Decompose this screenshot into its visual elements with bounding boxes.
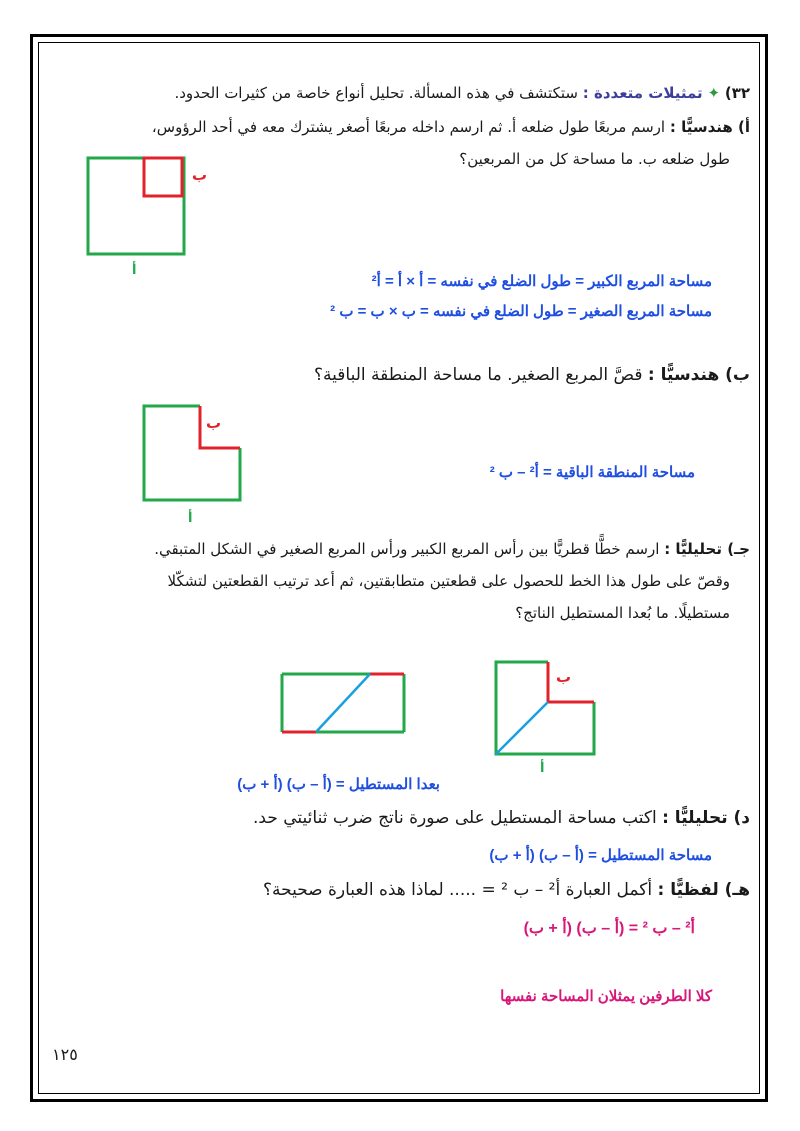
fig-a-big-square <box>88 158 184 254</box>
part-a-text2: طول ضلعه ب. ما مساحة كل من المربعين؟ <box>459 150 730 168</box>
fig-b-green-outline <box>144 406 240 500</box>
fig-a-label-a: أ <box>132 263 137 278</box>
part-e-answer1: أ² – ب ² = (أ – ب) (أ + ب) <box>523 920 695 937</box>
part-e-label: هـ) لفظيًّا : <box>657 880 750 900</box>
part-a-label: أ) هندسيًّا : <box>669 118 750 136</box>
problem-tag: تمثيلات متعددة : <box>582 84 703 102</box>
part-b-label: ب) هندسيًّا : <box>647 365 750 385</box>
part-b-text: قصَّ المربع الصغير. ما مساحة المنطقة الباقية؟ <box>314 365 643 385</box>
fig-b-label-b: ب <box>206 414 222 432</box>
part-d-label: د) تحليليًّا : <box>662 808 750 828</box>
puzzle-icon: ✦ <box>707 84 721 102</box>
fig-a-label-b: ب <box>192 166 208 184</box>
fig-c-l-diagonal <box>496 702 548 754</box>
problem-number: ٣٢) <box>724 84 750 102</box>
part-c-text2: وقصّ على طول هذا الخط للحصول على قطعتين متطابقتين، ثم أعد ترتيب القطعتين لتشكّلا <box>167 572 730 590</box>
part-d-text: اكتب مساحة المستطيل على صورة ناتج ضرب ثنائيتي حد. <box>253 808 657 828</box>
part-d-answer: مساحة المستطيل = (أ – ب) (أ + ب) <box>489 847 712 864</box>
part-c-text3: مستطيلًا. ما بُعدا المستطيل الناتج؟ <box>515 604 730 622</box>
page-number: ١٢٥ <box>52 1045 78 1064</box>
fig-c-label-b: ب <box>556 668 572 686</box>
part-c-label: جـ) تحليليًّا : <box>664 540 750 558</box>
problem-intro: ستكتشف في هذه المسألة. تحليل أنواع خاصة من كثيرات الحدود. <box>174 84 578 102</box>
part-a-answer1: مساحة المربع الكبير = طول الضلع في نفسه = أ × أ = أ² <box>371 273 712 290</box>
fig-a-small-square <box>144 158 182 196</box>
part-c-answer: بعدا المستطيل = (أ – ب) (أ + ب) <box>237 776 440 793</box>
part-a-text1: ارسم مربعًا طول ضلعه أ. ثم ارسم داخله مربعًا أصغر يشترك معه في أحد الرؤوس، <box>151 118 666 136</box>
part-e-text: أكمل العبارة أ² – ب ² = ..... لماذا هذه العبارة صحيحة؟ <box>262 880 653 900</box>
fig-c-rect-diagonal <box>316 674 370 732</box>
part-a-answer2: مساحة المربع الصغير = طول الضلع في نفسه = ب × ب = ب ² <box>330 303 712 320</box>
fig-b-label-a: أ <box>188 511 193 526</box>
part-b-answer: مساحة المنطقة الباقية = أ² – ب ² <box>489 464 695 481</box>
part-e-answer2: كلا الطرفين يمثلان المساحة نفسها <box>500 988 712 1005</box>
part-c-text1: ارسم خطًّا قطريًّا بين رأس المربع الكبير ورأس المربع الصغير في الشكل المتبقي. <box>154 540 660 558</box>
fig-c-label-a: أ <box>540 761 545 776</box>
